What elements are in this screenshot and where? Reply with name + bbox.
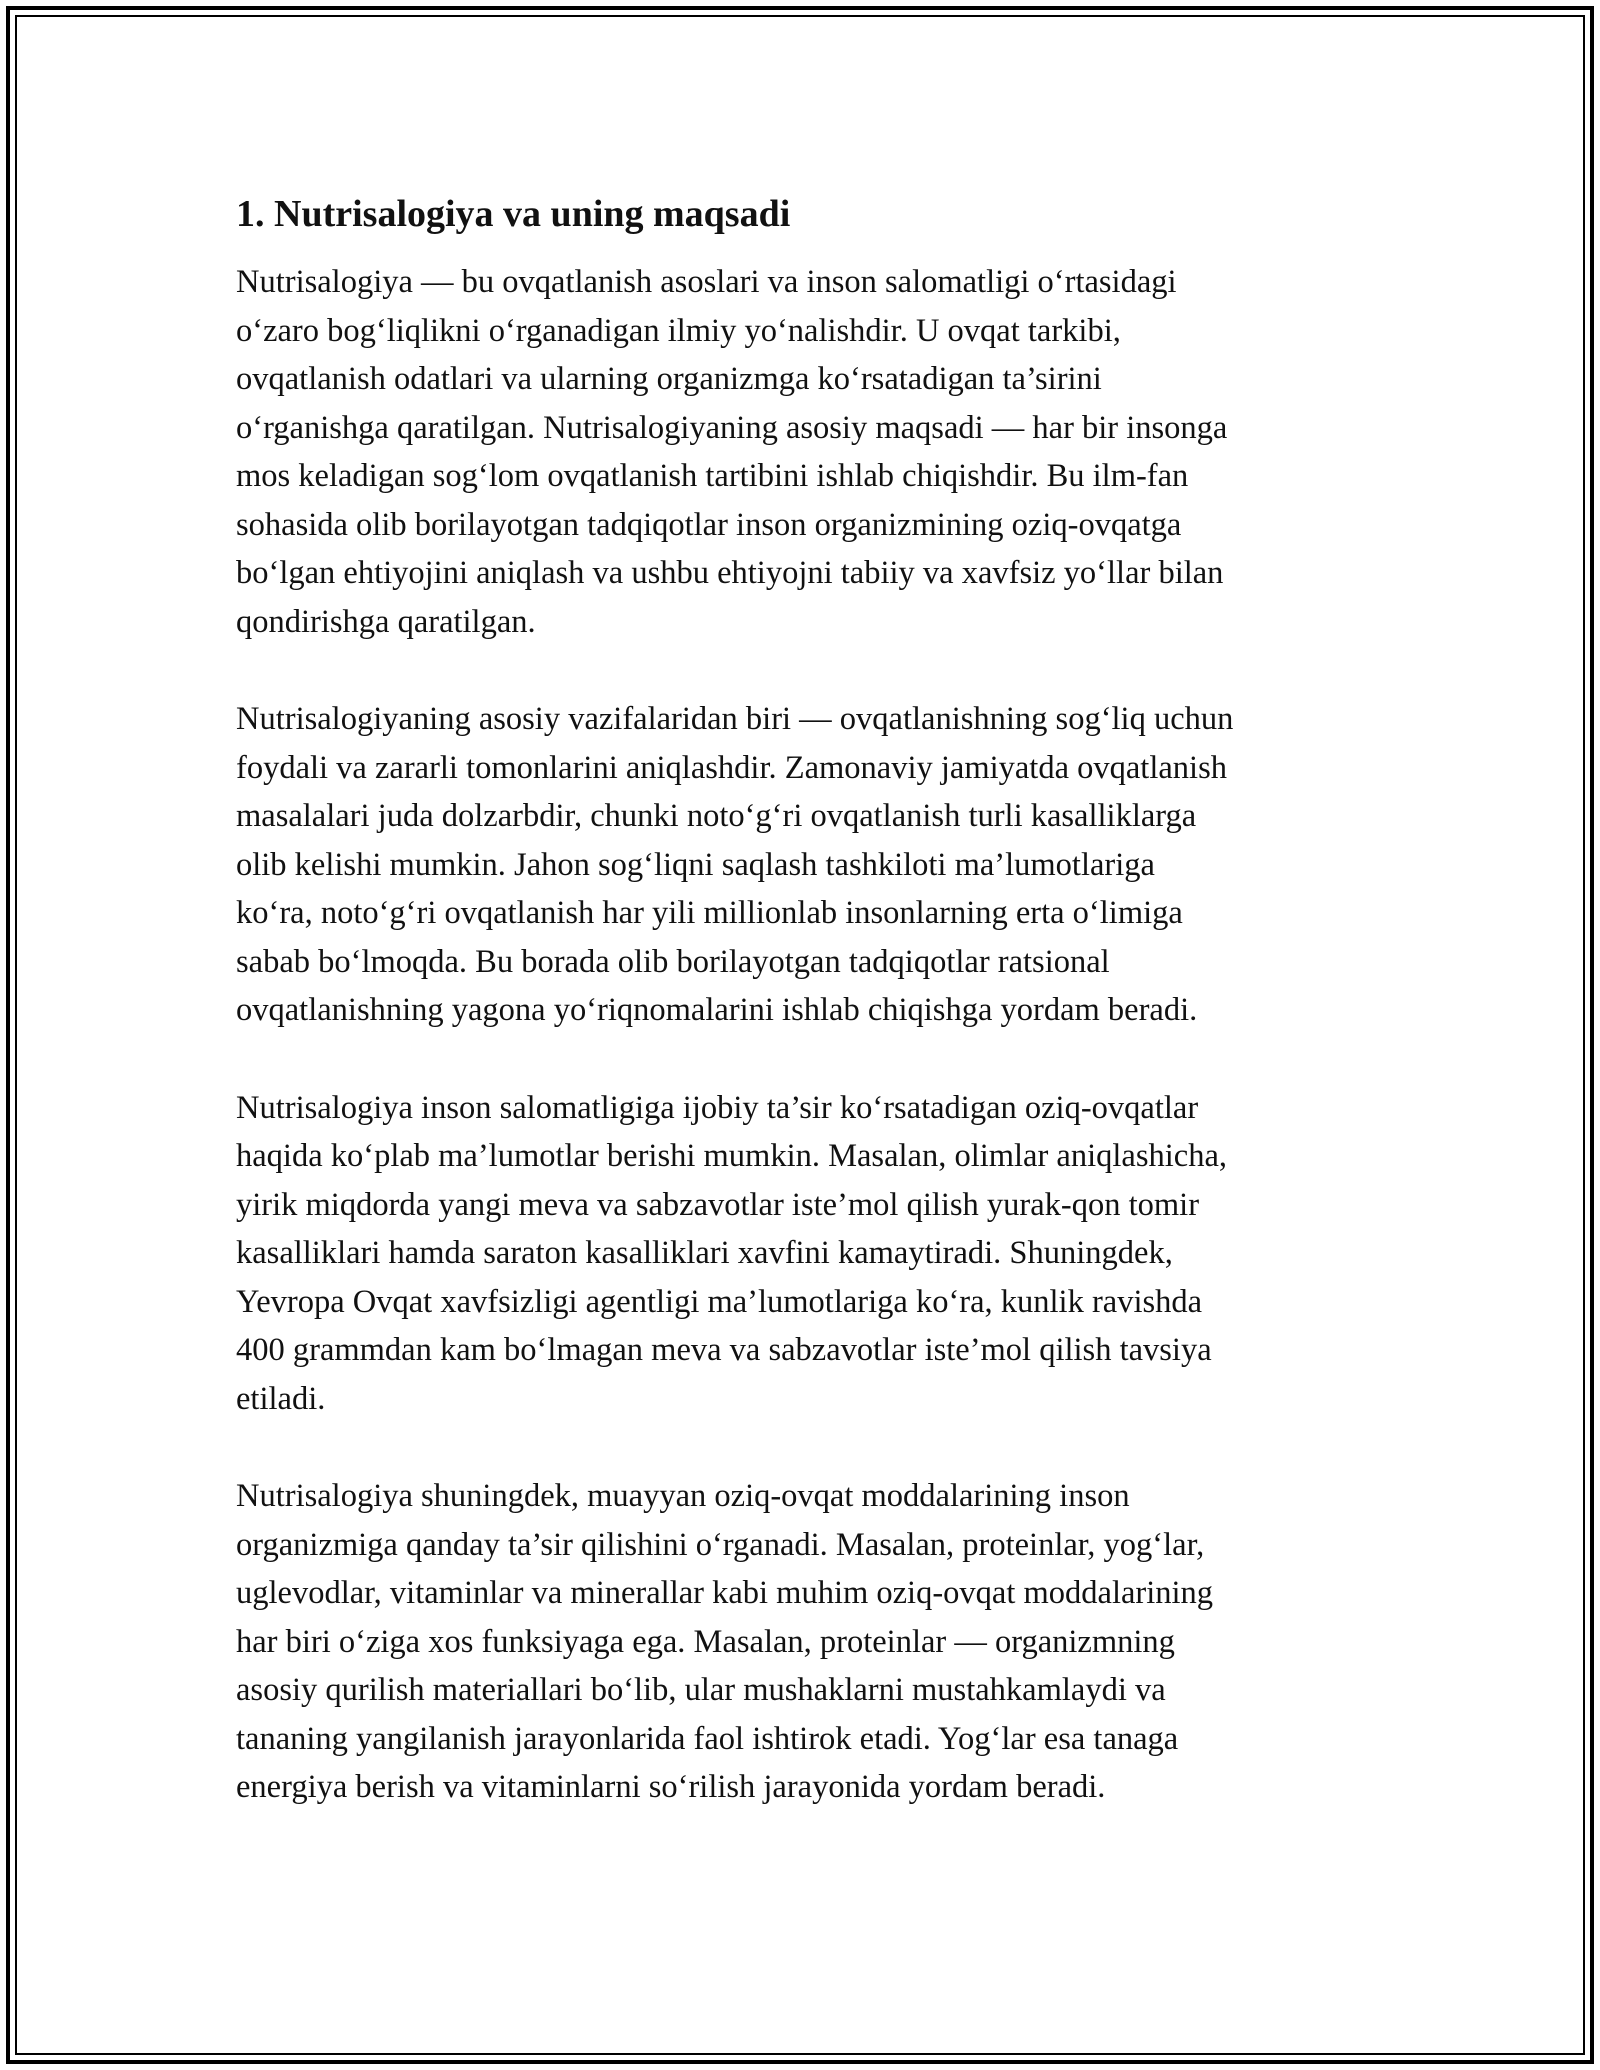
- paragraph-line: ovqatlanishning yagona yo‘riqnomalarini ishlab chiqishga yordam beradi.: [236, 992, 1198, 1028]
- paragraph-line: haqida ko‘plab ma’lumotlar berishi mumkin. Masalan, olimlar aniqlashicha,: [236, 1138, 1227, 1174]
- paragraph-line: Nutrisalogiyaning asosiy vazifalaridan biri — ovqatlanishning sog‘liq uchun: [236, 701, 1234, 737]
- paragraph-line: uglevodlar, vitaminlar va minerallar kabi muhim oziq-ovqat moddalarining: [236, 1575, 1214, 1611]
- paragraph-1: [236, 258, 1366, 646]
- paragraph-line: o‘zaro bog‘liqlikni o‘rganadigan ilmiy yo‘nalishdir. U ovqat tarkibi,: [236, 312, 1121, 349]
- paragraph-line: kasalliklari hamda saraton kasalliklari xavfini kamaytiradi. Shuningdek,: [236, 1235, 1173, 1271]
- paragraph-line: o‘rganishga qaratilgan. Nutrisalogiyaning asosiy maqsadi — har bir insonga: [236, 409, 1228, 446]
- paragraph-line: 400 grammdan kam bo‘lmagan meva va sabzavotlar iste’mol qilish tavsiya: [236, 1332, 1212, 1368]
- paragraph-line: Nutrisalogiya inson salomatligiga ijobiy ta’sir ko‘rsatadigan oziq-ovqatlar: [236, 1089, 1199, 1126]
- paragraph-line: Nutrisalogiya — bu ovqatlanish asoslari va inson salomatligi o‘rtasidagi: [236, 264, 1177, 300]
- document-body: [236, 190, 1366, 1861]
- paragraph-line: foydali va zararli tomonlarini aniqlashdir. Zamonaviy jamiyatda ovqatlanish: [236, 749, 1227, 786]
- paragraph-line: har biri o‘ziga xos funksiyaga ega. Masalan, proteinlar — organizmning: [236, 1623, 1175, 1660]
- paragraph-line: mos keladigan sog‘lom ovqatlanish tartibini ishlab chiqishdir. Bu ilm-fan: [236, 458, 1189, 494]
- paragraph-line: asosiy qurilish materiallari bo‘lib, ular mushaklarni mustahkamlaydi va: [236, 1672, 1166, 1708]
- paragraph-line: yirik miqdorda yangi meva va sabzavotlar iste’mol qilish yurak-qon tomir: [236, 1186, 1200, 1223]
- paragraph-line: tananing yangilanish jarayonlarida faol ishtirok etadi. Yog‘lar esa tanaga: [236, 1720, 1179, 1757]
- paragraph-line: sohasida olib borilayotgan tadqiqotlar inson organizmining oziq-ovqatga: [236, 506, 1182, 543]
- paragraph-line: ovqatlanish odatlari va ularning organizmga ko‘rsatadigan ta’sirini: [236, 361, 1102, 397]
- paragraph-4: [236, 1472, 1366, 1812]
- paragraph-line: Yevropa Ovqat xavfsizligi agentligi ma’lumotlariga ko‘ra, kunlik ravishda: [236, 1283, 1203, 1320]
- paragraph-3: [236, 1084, 1366, 1424]
- paragraph-line: masalalari juda dolzarbdir, chunki noto‘g‘ri ovqatlanish turli kasalliklarga: [236, 798, 1197, 834]
- paragraph-line: olib kelishi mumkin. Jahon sog‘liqni saqlash tashkiloti ma’lumotlariga: [236, 846, 1155, 883]
- paragraph-line: bo‘lgan ehtiyojini aniqlash va ushbu ehtiyojni tabiiy va xavfsiz yo‘llar bilan: [236, 555, 1224, 591]
- paragraph-line: qondirishga qaratilgan.: [236, 603, 536, 640]
- section-heading: 1. Nutrisalogiya va uning maqsadi: [236, 193, 791, 235]
- paragraph-line: ko‘ra, noto‘g‘ri ovqatlanish har yili millionlab insonlarning erta o‘limiga: [236, 895, 1183, 931]
- paragraph-line: energiya berish va vitaminlarni so‘rilish jarayonida yordam beradi.: [236, 1769, 1106, 1805]
- paragraph-2: [236, 695, 1366, 1035]
- paragraph-line: etiladi.: [236, 1380, 326, 1417]
- paragraph-line: Nutrisalogiya shuningdek, muayyan oziq-ovqat moddalarining inson: [236, 1478, 1130, 1514]
- paragraph-line: organizmiga qanday ta’sir qilishini o‘rganadi. Masalan, proteinlar, yog‘lar,: [236, 1526, 1205, 1563]
- paragraph-line: sabab bo‘lmoqda. Bu borada olib borilayotgan tadqiqotlar ratsional: [236, 943, 1110, 980]
